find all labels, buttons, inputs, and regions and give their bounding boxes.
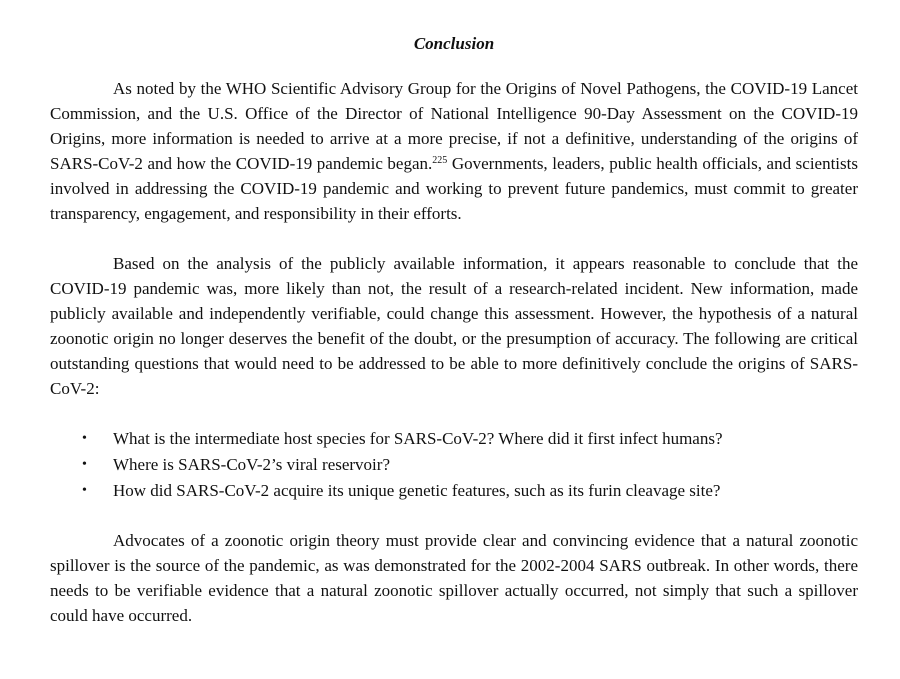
- question-text: Where is SARS-CoV-2’s viral reservoir?: [113, 455, 390, 474]
- section-heading: Conclusion: [413, 34, 495, 53]
- paragraph-1-text: As noted by the WHO Scientific Advisory Group for the Origins of Novel Pathogens, the COVID-19 Lancet Commission, and the U.S. Office of the Director of National Intelligence 90-Day Assessment on the COVID-19 Origins, more information is needed to arrive at a more precise, if not a definitive, understanding of the origins of SARS-CoV-2 and how the COVID-19 pandemic began.: [50, 79, 858, 173]
- paragraph-1: [50, 76, 858, 226]
- list-item: [50, 478, 858, 504]
- bullet-icon: •: [82, 457, 87, 472]
- bullet-icon: •: [82, 431, 87, 446]
- bullet-icon: •: [82, 483, 87, 498]
- list-item: [50, 452, 858, 478]
- footnote-marker[interactable]: 225: [432, 155, 448, 166]
- paragraph-3: Advocates of a zoonotic origin theory must provide clear and convincing evidence that a natural zoonotic spillover is the source of the pandemic, as was demonstrated for the 2002-2004 SARS outbreak. In other words, there needs to be verifiable evidence that a natural zoonotic spillover actually occurred, not simply that such a spillover could have occurred.: [50, 531, 858, 625]
- list-item: [50, 426, 858, 452]
- paragraph-1-continuation: Governments, leaders, public health officials, and scientists involved in addressing the COVID-19 pandemic and working to prevent future pandemics, must commit to greater transparency, engagement, and responsibility in their efforts.: [50, 154, 858, 223]
- paragraph-2: Based on the analysis of the publicly available information, it appears reasonable to conclude that the COVID-19 pandemic was, more likely than not, the result of a research-related incident. New information, made publicly available and independently verifiable, could change this assessment. However, the hypothesis of a natural zoonotic origin no longer deserves the benefit of the doubt, or the presumption of accuracy. The following are critical outstanding questions that would need to be addressed to be able to more definitively conclude the origins of SARS-CoV-2:: [50, 254, 858, 398]
- outstanding-questions-list: [50, 426, 858, 504]
- question-text: What is the intermediate host species for SARS-CoV-2? Where did it first infect humans?: [113, 429, 723, 448]
- question-text: How did SARS-CoV-2 acquire its unique genetic features, such as its furin cleavage site?: [113, 481, 721, 500]
